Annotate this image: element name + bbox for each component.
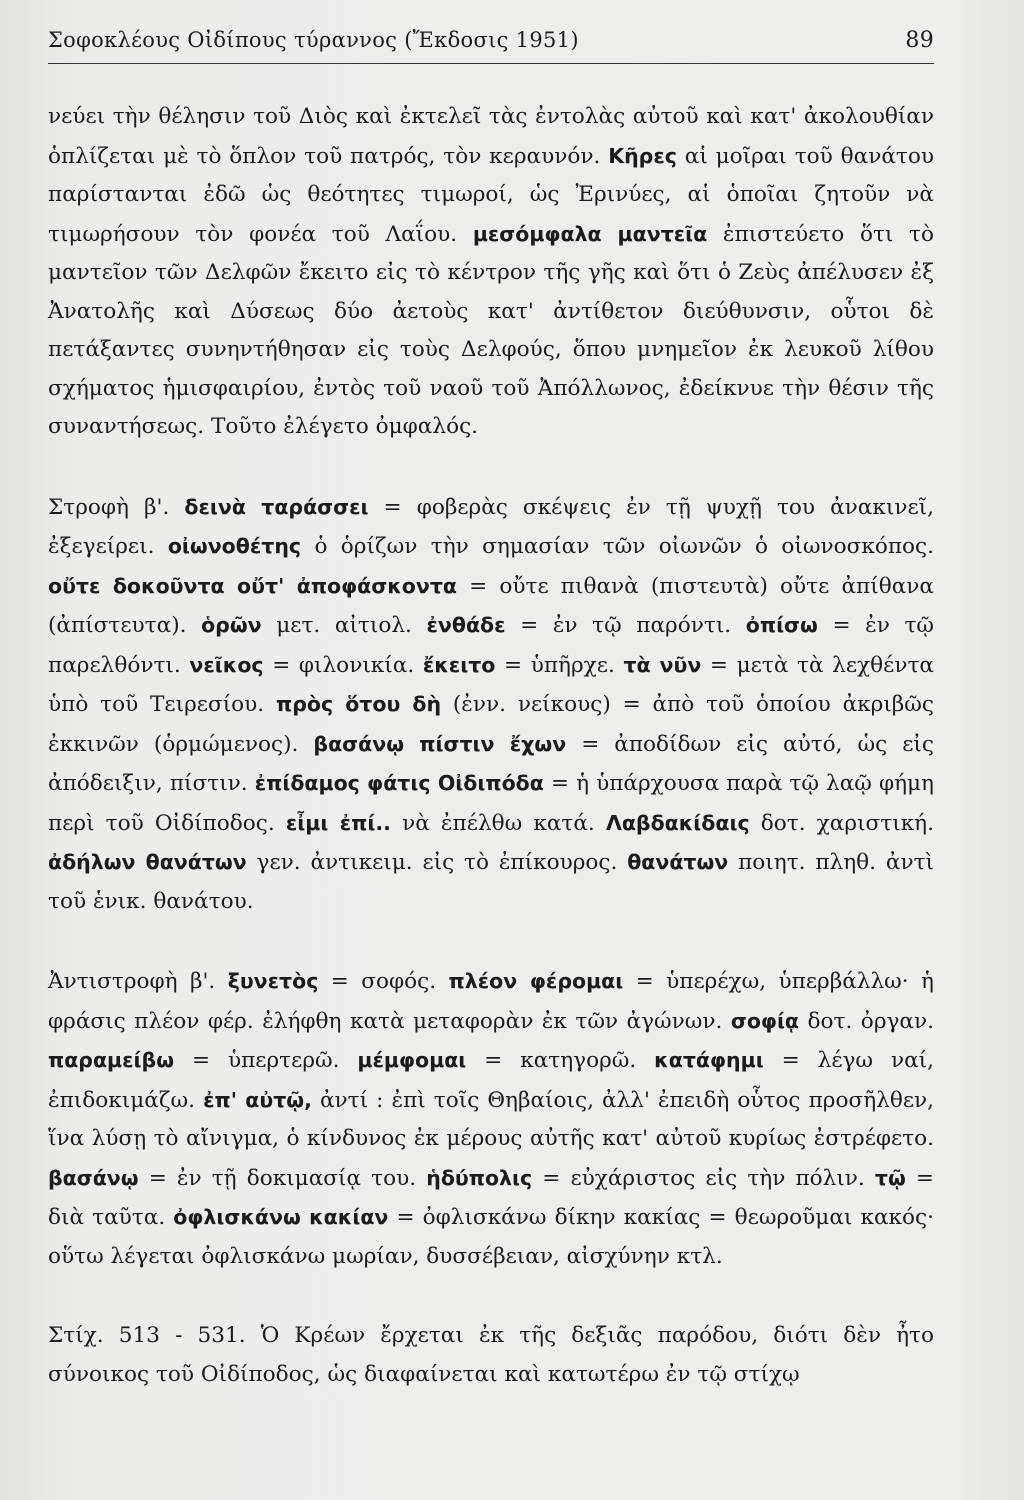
gloss-text: γεν. ἀντικειμ. εἰς τὸ ἐπίκουρος. <box>246 850 628 875</box>
lemma-term: ὀπίσω <box>745 613 818 637</box>
gloss-text: = ὀφλισκάνω δίκην κακίας = θεωροῦμαι κακός· οὕτω λέγεται ὀφλισκάνω μωρίαν, δυσσέβειαν, αἰσχύνην κτλ. <box>48 1205 934 1269</box>
lemma-term: ἡδύπολις <box>426 1165 533 1190</box>
gloss-text: = λέγω ναί, ἐπιδοκιμάζω. <box>48 1048 934 1113</box>
gloss-text: = ἐν τῇ δοκιμασίᾳ του. <box>138 1165 427 1191</box>
lemma-term: ὀφλισκάνω κακίαν <box>173 1205 389 1229</box>
gloss-text: Ἀντιστροφὴ β'. <box>48 969 228 994</box>
lemma-term: πρὸς ὅτου δὴ <box>275 692 442 716</box>
gloss-text: ποιητ. πληθ. ἀντὶ τοῦ ἑνικ. θανάτου. <box>48 850 934 914</box>
gloss-text: = οὔτε πιθανὰ (πιστευτὰ) οὔτε ἀπίθανα (ἀπίστευτα). <box>48 573 934 638</box>
gloss-text: μετ. αἰτιολ. <box>261 613 427 638</box>
gloss-text: δοτ. χαριστική. <box>749 810 934 836</box>
gloss-text: ὁ ὁρίζων τὴν σημασίαν τῶν οἰωνῶν ὁ οἰωνοσκόπος. <box>301 534 934 559</box>
lemma-term: βασάνῳ <box>48 1165 139 1190</box>
commentary-text <box>48 98 934 1394</box>
gloss-text: = ὑπερέχω, ὑπερβάλλω· ἡ φράσις πλέον φέρ. ἐλήφθη κατὰ μεταφορὰν ἐκ τῶν ἀγώνων. <box>48 969 934 1034</box>
lemma-term: ἔκειτο <box>422 652 496 677</box>
gloss-text: ἐπιστεύετο ὅτι τὸ μαντεῖον τῶν Δελφῶν ἔκειτο εἰς τὸ κέντρον τῆς γῆς καὶ ὅτι ὁ Ζεὺς ἀπέλυσεν ἐξ Ἀνατολῆς καὶ Δύσεως δύο ἀετοὺς κατ' ἀντίθετον διεύθυνσιν, οὗτοι δὲ πετάξαντες συνηντήθησαν εἰς τοὺς Δελφούς, ὅπου μνημεῖον ἐκ λευκοῦ λίθου σχήματος ἡμισφαιρίου, ἐντὸς τοῦ ναοῦ τοῦ Ἀπόλλωνος, ἐδείκνυε τὴν θέσιν τῆς συναντήσεως. Τοῦτο ἐλέγετο ὀμφαλός. <box>48 221 934 439</box>
gloss-text: = ἐν τῷ παρελθόντι. <box>48 613 934 678</box>
gloss-text: (ἐνν. νείκους) = ἀπὸ τοῦ ὁποίου ἀκριβῶς ἐκκινῶν (ὁρμώμενος). <box>48 692 934 757</box>
lemma-term: ὁρῶν <box>201 613 262 637</box>
gloss-text: = μετὰ τὰ λεχθέντα ὑπὸ τοῦ Τειρεσίου. <box>48 652 934 717</box>
lemma-term: ἐνθάδε <box>426 613 506 637</box>
lemma-term: εἶμι ἐπί.. <box>285 810 391 835</box>
lemma-term: σοφίᾳ <box>730 1008 800 1033</box>
gloss-text: = ἐν τῷ παρόντι. <box>505 613 746 638</box>
running-head <box>48 28 934 64</box>
lemma-term: τὰ νῦν <box>623 652 702 677</box>
paragraph <box>48 488 934 922</box>
gloss-text: Στροφὴ β'. <box>48 494 185 520</box>
gloss-text: = ἡ ὑπάρχουσα παρὰ τῷ λαῷ φήμη περὶ τοῦ Οἰδίποδος. <box>48 771 934 836</box>
lemma-term: βασάνῳ πίστιν ἔχων <box>313 731 567 756</box>
lemma-term: ἐπίδαμος φάτις Οἰδιπόδα <box>254 771 544 795</box>
lemma-term: παραμείβω <box>48 1048 175 1072</box>
gloss-text: δοτ. ὀργαν. <box>799 1008 934 1034</box>
gloss-text: = κατηγορῶ. <box>466 1048 655 1073</box>
lemma-term: οὔτε δοκοῦντα οὔτ' ἀποφάσκοντα <box>48 573 457 598</box>
running-title: Σοφοκλέους Οἰδίπους τύραννος (Ἔκδοσις 1951) <box>48 28 579 52</box>
gloss-text: νὰ ἐπέλθω κατά. <box>390 810 606 836</box>
lemma-term: Κῆρες <box>608 143 677 168</box>
lemma-term: νεῖκος <box>189 652 264 677</box>
lemma-term: τῷ <box>874 1165 906 1190</box>
gloss-text: Στίχ. 513 - 531. Ὁ Κρέων ἔρχεται ἐκ τῆς δεξιᾶς παρόδου, διότι δὲν ἦτο σύνοικος τοῦ Οἰδίποδος, ὡς διαφαίνεται καὶ κατωτέρω ἐν τῷ στίχῳ <box>48 1323 934 1387</box>
gloss-text: = φοβερὰς σκέψεις ἐν τῇ ψυχῇ του ἀνακινεῖ, ἐξεγείρει. <box>48 494 934 559</box>
lemma-term: ἀδήλων θανάτων <box>48 850 247 874</box>
gloss-text: αἱ μοῖραι τοῦ θανάτου παρίστανται ἐδῶ ὡς θεότητες τιμωροί, ὡς Ἐρινύες, αἱ ὁποῖαι ζητοῦν νὰ τιμωρήσουν τὸν φονέα τοῦ Λαΐου. <box>48 143 934 247</box>
lemma-term: θανάτων <box>627 850 729 874</box>
lemma-term: κατάφημι <box>654 1048 764 1072</box>
paragraph <box>48 962 934 1276</box>
paragraph <box>48 1317 934 1394</box>
gloss-text: = ἀποδίδων εἰς αὐτό, ὡς εἰς ἀπόδειξιν, πίστιν. <box>48 731 934 796</box>
gloss-text: ἀντί : ἐπὶ τοῖς Θηβαίοις, ἀλλ' ἐπειδὴ οὗτος προσῆλθεν, ἵνα λύσῃ τὸ αἴνιγμα, ὁ κίνδυνος ἐκ μέρους αὐτῆς κατ' αὐτοῦ κυρίως ἐστρέφετο. <box>48 1087 935 1151</box>
gloss-text: = ὑπερτερῶ. <box>174 1048 358 1073</box>
lemma-term: μεσόμφαλα μαντεῖα <box>472 221 708 246</box>
lemma-term: πλέον φέρομαι <box>448 969 624 993</box>
gloss-text: = εὐχάριστος εἰς τὴν πόλιν. <box>532 1165 875 1191</box>
gloss-text: = σοφός. <box>318 969 449 994</box>
gloss-text: νεύει τὴν θέλησιν τοῦ Διὸς καὶ ἐκτελεῖ τὰς ἐντολὰς αὐτοῦ καὶ κατ' ἀκολουθίαν ὁπλίζεται μὲ τὸ ὅπλον τοῦ πατρός, τὸν κεραυνόν. <box>48 104 934 169</box>
lemma-term: Λαβδακίδαις <box>605 810 750 835</box>
lemma-term: μέμφομαι <box>357 1048 467 1072</box>
lemma-term: ξυνετὸς <box>227 969 319 993</box>
lemma-term: οἰωνοθέτης <box>167 534 302 558</box>
gloss-text: = ὑπῆρχε. <box>495 652 624 678</box>
gloss-text: = διὰ ταῦτα. <box>48 1165 934 1230</box>
gloss-text: = φιλονικία. <box>263 652 423 678</box>
lemma-term: δεινὰ ταράσσει <box>184 494 369 519</box>
page-number: 89 <box>905 28 934 53</box>
paragraph <box>48 98 934 447</box>
lemma-term: ἐπ' αὐτῷ, <box>203 1087 312 1112</box>
